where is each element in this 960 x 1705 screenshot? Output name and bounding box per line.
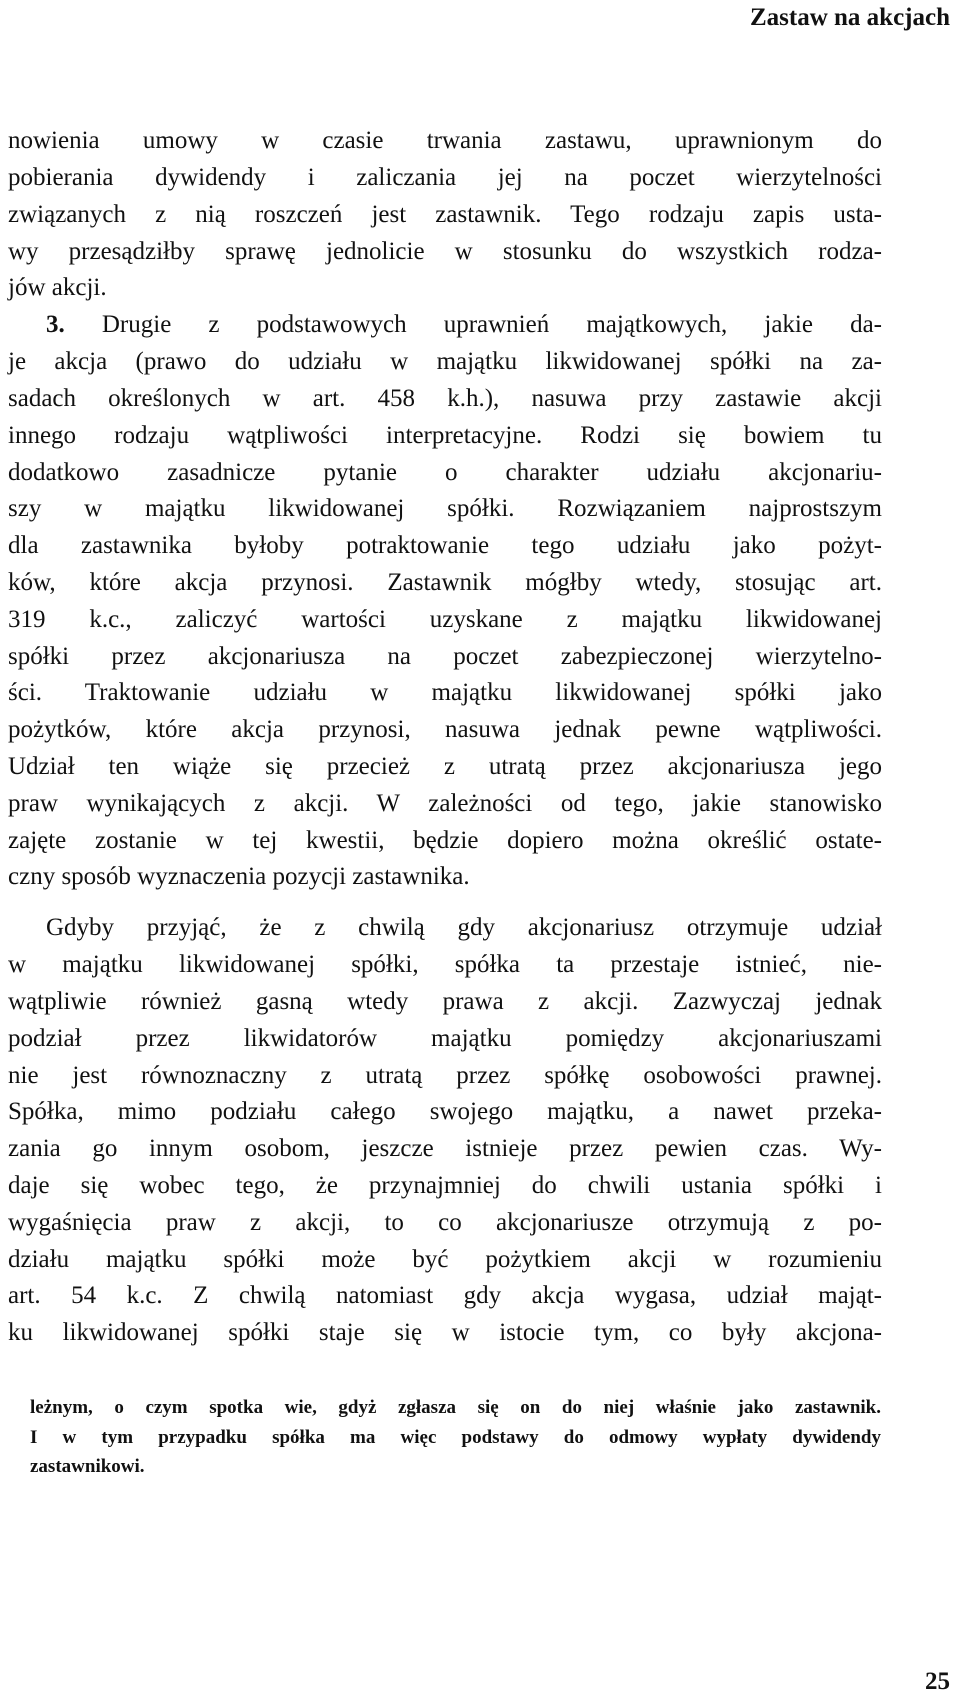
text-line: sadach określonych w art. 458 k.h.), nasuwa przy zastawie akcji <box>8 385 882 412</box>
text-line: art. 54 k.c. Z chwilą natomiast gdy akcja wygasa, udział mająt- <box>8 1282 882 1309</box>
text-line: w majątku likwidowanej spółki, spółka ta przestaje istnieć, nie- <box>8 951 882 978</box>
text-line: spółki przez akcjonariusza na poczet zabezpieczonej wierzytelno- <box>8 643 882 670</box>
text-line: zajęte zostanie w tej kwestii, będzie dopiero można określić ostate- <box>8 827 882 854</box>
text-line: pożytków, które akcja przynosi, nasuwa jednak pewne wątpliwości. <box>8 716 882 743</box>
text-line: nowienia umowy w czasie trwania zastawu, uprawnionym do <box>8 127 882 154</box>
text-line: dla zastawnika byłoby potraktowanie tego udziału jako pożyt- <box>8 532 882 559</box>
text-line: dodatkowo zasadnicze pytanie o charakter udziału akcjonariu- <box>8 459 882 486</box>
text-line: związanych z nią roszczeń jest zastawnik. Tego rodzaju zapis usta- <box>8 201 882 228</box>
text-line: działu majątku spółki może być pożytkiem akcji w rozumieniu <box>8 1246 882 1273</box>
text-line: ków, które akcja przynosi. Zastawnik mógłby wtedy, stosując art. <box>8 569 882 596</box>
text-line: praw wynikających z akcji. W zależności od tego, jakie stanowisko <box>8 790 882 817</box>
text-line: Gdyby przyjąć, że z chwilą gdy akcjonariusz otrzymuje udział <box>46 914 882 941</box>
text-line: Spółka, mimo podziału całego swojego majątku, a nawet przeka- <box>8 1098 882 1125</box>
text-line: je akcja (prawo do udziału w majątku likwidowanej spółki na za- <box>8 348 882 375</box>
text-line: 3. Drugie z podstawowych uprawnień majątkowych, jakie da- <box>46 311 883 338</box>
section-number: 3. <box>46 311 65 338</box>
footnote-line: leżnym, o czym spotka wie, gdyż zgłasza się on do niej właśnie jako zastawnik. <box>30 1397 881 1418</box>
text-line: ści. Traktowanie udziału w majątku likwidowanej spółki jako <box>8 679 882 706</box>
text-line: czny sposób wyznaczenia pozycji zastawnika. <box>8 863 470 890</box>
text-line: daje się wobec tego, że przynajmniej do chwili ustania spółki i <box>8 1172 882 1199</box>
text-line: nie jest równoznaczny z utratą przez spółkę osobowości prawnej. <box>8 1062 882 1089</box>
text-line: Udział ten wiąże się przecież z utratą przez akcjonariusza jego <box>8 753 882 780</box>
footnote-line: I w tym przypadku spółka ma więc podstawy do odmowy wypłaty dywidendy <box>30 1427 881 1448</box>
text-line: pobierania dywidendy i zaliczania jej na poczet wierzytelności <box>8 164 882 191</box>
text-line: wygaśnięcia praw z akcji, to co akcjonariusze otrzymują z po- <box>8 1209 882 1236</box>
text-line: zania go innym osobom, jeszcze istnieje przez pewien czas. Wy- <box>8 1135 882 1162</box>
text-line: innego rodzaju wątpliwości interpretacyjne. Rodzi się bowiem tu <box>8 422 882 449</box>
text-line: wy przesądziłby sprawę jednolicie w stosunku do wszystkich rodza- <box>8 238 882 265</box>
text-line: jów akcji. <box>8 274 107 301</box>
page-number: 25 <box>925 1668 950 1695</box>
text-line: wątpliwie również gasną wtedy prawa z akcji. Zazwyczaj jednak <box>8 988 882 1015</box>
text-line: szy w majątku likwidowanej spółki. Rozwiązaniem najprostszym <box>8 495 882 522</box>
footnote-line: zastawnikowi. <box>30 1456 145 1477</box>
text-line: podział przez likwidatorów majątku pomiędzy akcjonariuszami <box>8 1025 882 1052</box>
text-line: 319 k.c., zaliczyć wartości uzyskane z majątku likwidowanej <box>8 606 882 633</box>
text-line: ku likwidowanej spółki staje się w istocie tym, co były akcjona- <box>8 1319 882 1346</box>
running-header: Zastaw na akcjach <box>749 4 950 31</box>
